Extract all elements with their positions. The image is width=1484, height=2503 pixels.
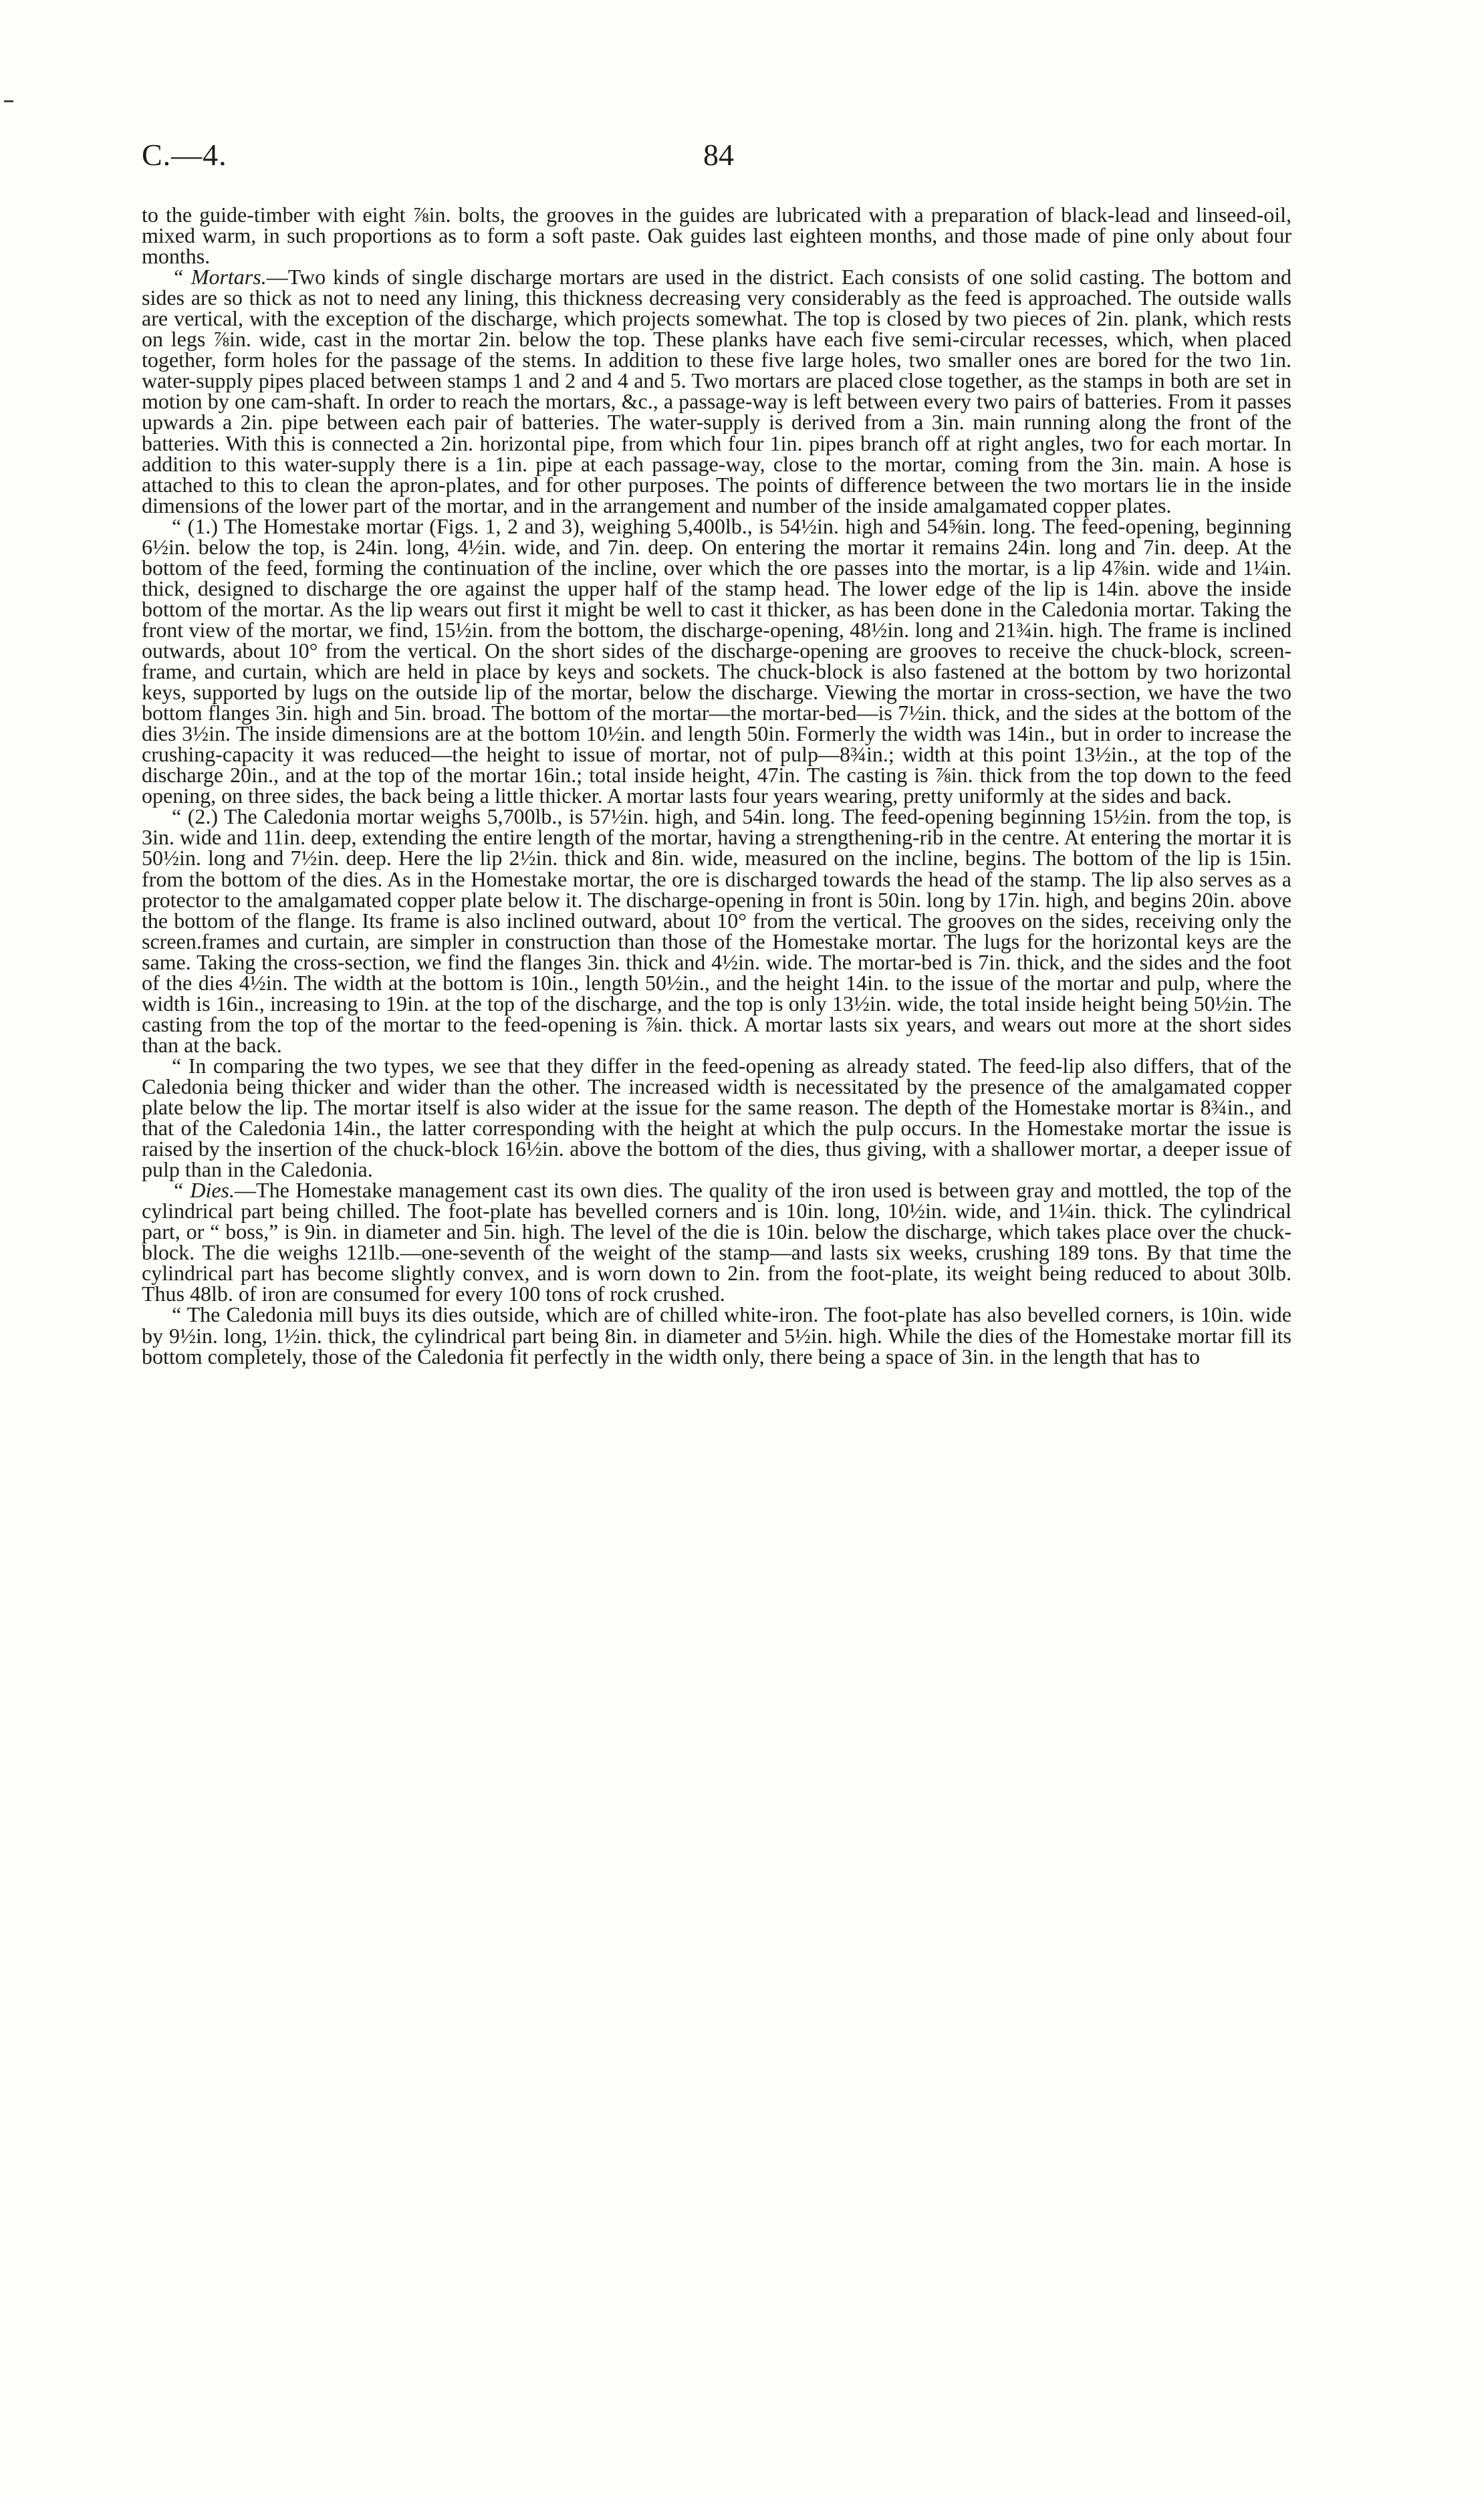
paragraph-heading: “ Dies. [172,1178,235,1203]
body-text [142,205,1291,1367]
margin-mark [4,100,13,102]
paragraph-text: —The Homestake management cast its own dies. The quality of the iron used is between gray and mottled, the top of the cylindrical part being chilled. The foot-plate has bevelled corners and is 10in. long, 10½in. wide, and 1¼in. thick. The cylindrical part, or “ boss,” is 9in. in diameter and 5in. high. The level of the die is 10in. below the discharge, which takes place over the chuck-block. The die weighs 121lb.—one-seventh of the weight of the stamp—and lasts six weeks, crushing 189 tons. By that time the cylindrical part has become slightly convex, and is worn down to 2in. from the foot-plate, its weight being reduced to about 30lb. Thus 48lb. of iron are consumed for every 100 tons of rock crushed. [142,1178,1292,1306]
paragraph-heading: “ Mortars. [172,265,267,289]
series-code: C.—4. [142,138,227,172]
paragraph-dies [142,1180,1291,1304]
paragraph-mortars [142,267,1291,516]
paragraph-comparison [142,1053,1291,1182]
page-number: 84 [703,138,734,172]
paragraph-text: “ (2.) The Caledonia mortar weighs 5,700lb., is 57½in. high, and 54in. long. The feed-opening beginning 15½in. from the top, is 3in. wide and 11in. deep, extending the entire length of the mortar, having a strengthening-rib in the centre. At entering the mortar it is 50½in. long and 7½in. deep. Here the lip 2½in. thick and 8in. wide, measured on the incline, begins. The bottom of the lip is 15in. from the bottom of the dies. As in the Homestake mortar, the ore is discharged towards the head of the stamp. The lip also serves as a protector to the amalgamated copper plate below it. The discharge-opening in front is 50in. long by 17in. high, and begins 20in. above the bottom of the flange. Its frame is also inclined outward, about 10° from the vertical. The grooves on the sides, receiving only the screen.frames and curtain, are simpler in construction than those of the Homestake mortar. The lugs for the horizontal keys are the same. Taking the cross-section, we find the flanges 3in. thick and 4½in. wide. The mortar-bed is 7in. thick, and the sides and the foot of the dies 4½in. The width at the bottom is 10in., length 50½in., and the height 14in. to the issue of the mortar and pulp, where the width is 16in., increasing to 19in. at the top of the discharge, and the top is only 13½in. wide, the total inside height being 50½in. The casting from the top of the mortar to the feed-opening is ⅞in. thick. A mortar lasts six years, and wears out more at the short sides than at the back. [142,804,1291,1057]
paragraph-text: —Two kinds of single discharge mortars are used in the district. Each consists of one solid casting. The bottom and sides are so thick as not to need any lining, this thickness decreasing very considerably as the feed is approached. The outside walls are vertical, with the exception of the discharge, which projects somewhat. The top is closed by two pieces of 2in. plank, which rests on legs ⅞in. wide, cast in the mortar 2in. below the top. These planks have each five semi-circular recesses, which, when placed together, form holes for the passage of the stems. In addition to these five large holes, two smaller ones are bored for the two 1in. water-supply pipes placed between stamps 1 and 2 and 4 and 5. Two mortars are placed close together, as the stamps in both are set in motion by one cam-shaft. In order to reach the mortars, &c., a passage-way is left between every two pairs of batteries. From it passes upwards a 2in. pipe between each pair of batteries. The water-supply is derived from a 3in. main running along the front of the batteries. With this is connected a 2in. horizontal pipe, from which four 1in. pipes branch off at right angles, two for each mortar. In addition to this water-supply there is a 1in. pipe at each passage-way, close to the mortar, coming from the 3in. main. A hose is attached to this to clean the apron-plates, and for other purposes. The points of difference between the two mortars lie in the inside dimensions of the lower part of the mortar, and in the arrangement and number of the inside amalgamated copper plates. [142,265,1291,517]
paragraph-text: to the guide-timber with eight ⅞in. bolts, the grooves in the guides are lubricated with a preparation of black-lead and linseed-oil, mixed warm, in such proportions as to form a soft paste. Oak guides last eighteen months, and those made of pine only about four months. [142,203,1291,269]
paragraph-text: “ The Caledonia mill buys its dies outside, which are of chilled white-iron. The foot-plate has also bevelled corners, is 10in. wide by 9½in. long, 1½in. thick, the cylindrical part being 8in. in diameter and 5½in. high. While the dies of the Homestake mortar fill its bottom completely, those of the Caledonia fit perfectly in the width only, there being a space of 3in. in the length that has to [142,1302,1291,1368]
paragraph-guides-continued [142,205,1291,267]
paragraph-caledonia-dies [142,1304,1291,1366]
paragraph-text: “ In comparing the two types, we see that they differ in the feed-opening as already stated. The feed-lip also differs, that of the Caledonia being thicker and wider than the other. The increased width is necessitated by the presence of the amalgamated copper plate below the lip. The mortar itself is also wider at the issue for the same reason. The depth of the Homestake mortar is 8¾in., and that of the Caledonia 14in., the latter corresponding with the height at which the pulp occurs. In the Homestake mortar the issue is raised by the insertion of the chuck-block 16½in. above the bottom of the dies, thus giving, with a shallower mortar, a deeper issue of pulp than in the Caledonia. [142,1053,1291,1182]
paragraph-text: “ (1.) The Homestake mortar (Figs. 1, 2 and 3), weighing 5,400lb., is 54½in. high and 54⅝in. long. The feed-opening, beginning 6½in. below the top, is 24in. long, 4½in. wide, and 7in. deep. On entering the mortar it remains 24in. long and 7in. deep. At the bottom of the feed, forming the continuation of the incline, over which the ore passes into the mortar, is a lip 4⅞in. wide and 1¼in. thick, designed to discharge the ore against the upper half of the stamp head. The lower edge of the lip is 14in. above the inside bottom of the mortar. As the lip wears out first it might be well to cast it thicker, as has been done in the Caledonia mortar. Taking the front view of the mortar, we find, 15½in. from the bottom, the discharge-opening, 48½in. long and 21¾in. high. The frame is inclined outwards, about 10° from the vertical. On the short sides of the discharge-opening are grooves to receive the chuck-block, screen-frame, and curtain, which are held in place by keys and sockets. The chuck-block is also fastened at the bottom by two horizontal keys, supported by lugs on the outside lip of the mortar, below the discharge. Viewing the mortar in cross-section, we have the two bottom flanges 3in. high and 5in. broad. The bottom of the mortar—the mortar-bed—is 7½in. thick, and the sides at the bottom of the dies 3½in. The inside dimensions are at the bottom 10½in. and length 50in. Formerly the width was 14in., but in order to increase the crushing-capacity it was reduced—the height to issue of mortar, not of pulp—8¾in.; width at this point 13½in., at the top of the discharge 20in., and at the top of the mortar 16in.; total inside height, 47in. The casting is ⅞in. thick from the top down to the feed opening, on three sides, the back being a little thicker. A mortar lasts four years wearing, pretty uniformly at the sides and back. [142,513,1291,808]
paragraph-homestake-mortar [142,513,1291,808]
page-header [142,137,1291,184]
paragraph-caledonia-mortar [142,806,1291,1056]
